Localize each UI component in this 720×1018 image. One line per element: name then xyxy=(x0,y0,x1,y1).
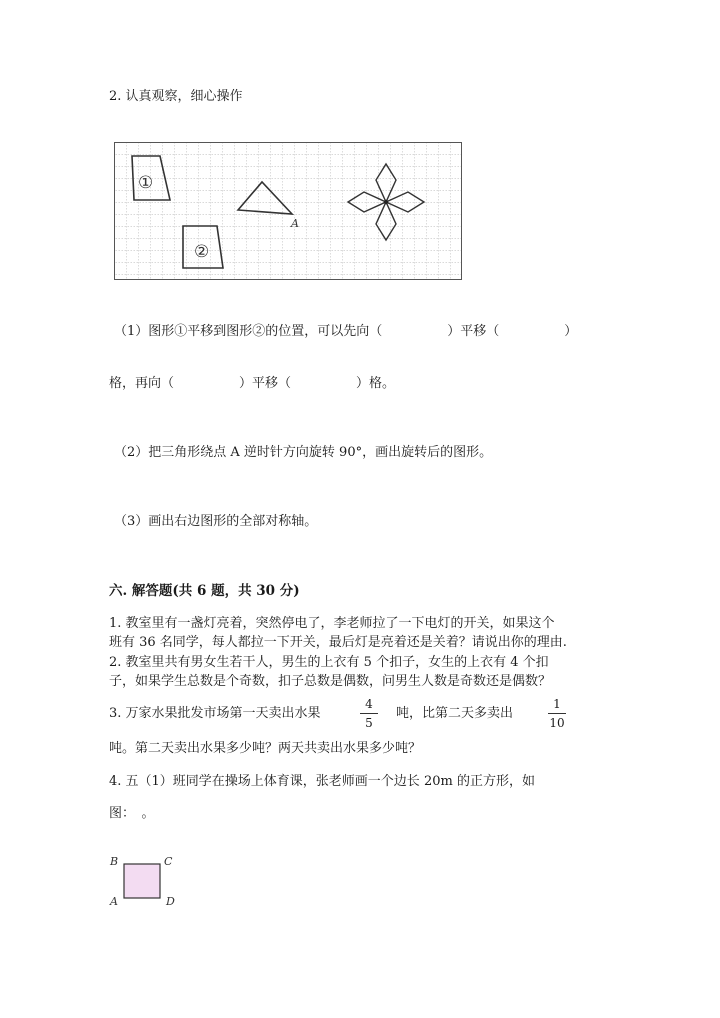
shape-2-label: ② xyxy=(194,242,210,262)
fraction-4-5 xyxy=(358,697,380,730)
label-c: C xyxy=(164,855,173,868)
label-d: D xyxy=(166,895,175,908)
center-point xyxy=(384,200,388,204)
fraction-bar xyxy=(548,713,566,714)
shape-1-label: ① xyxy=(138,173,154,193)
fraction-denominator: 10 xyxy=(549,716,565,730)
problem1-line1: 1. 教室里有一盏灯亮着，突然停电了，李老师拉了一下电灯的开关，如果这个 xyxy=(109,616,555,631)
q1-line1: （1）图形①平移到图形②的位置，可以先向（ ）平移（ ） xyxy=(114,324,578,339)
fraction-numerator: 1 xyxy=(553,697,561,711)
q2: （2）把三角形绕点 A 逆时针方向旋转 90°，画出旋转后的图形。 xyxy=(114,445,493,460)
square-figure xyxy=(104,850,194,912)
problem3-part2: 吨，比第二天多卖出 xyxy=(396,706,514,721)
fraction-numerator: 4 xyxy=(365,697,373,711)
problem4-line1: 4. 五（1）班同学在操场上体育课，张老师画一个边长 20m 的正方形，如 xyxy=(109,774,535,789)
square-abcd xyxy=(124,864,160,898)
problem2-line2: 子，如果学生总数是个奇数，扣子总数是偶数，问男生人数是奇数还是偶数？ xyxy=(109,674,552,689)
problem3-part1: 3. 万家水果批发市场第一天卖出水果 xyxy=(109,706,321,721)
problem2-line1: 2. 教室里共有男女生若干人，男生的上衣有 5 个扣子，女生的上衣有 4 个扣 xyxy=(109,655,549,670)
q1-line2: 格，再向（ ）平移（ ）格。 xyxy=(109,376,396,391)
q3: （3）画出右边图形的全部对称轴。 xyxy=(114,514,318,529)
problem1-line2: 班有 36 名同学，每人都拉一下开关，最后灯是亮着还是关着？请说出你的理由. xyxy=(109,635,567,650)
problem3-line2: 吨。第二天卖出水果多少吨？两天共卖出水果多少吨？ xyxy=(109,741,422,756)
fraction-bar xyxy=(360,713,378,714)
label-a: A xyxy=(110,895,118,908)
section2-heading: 2. 认真观察，细心操作 xyxy=(109,89,243,104)
label-b: B xyxy=(110,855,119,868)
fraction-1-10 xyxy=(546,697,568,730)
problem4-line2: 图： 。 xyxy=(109,806,155,821)
section6-title: 六. 解答题(共 6 题，共 30 分) xyxy=(109,583,300,599)
grid-figure xyxy=(114,142,462,280)
fraction-denominator: 5 xyxy=(365,716,373,730)
point-a-label: A xyxy=(291,217,299,230)
